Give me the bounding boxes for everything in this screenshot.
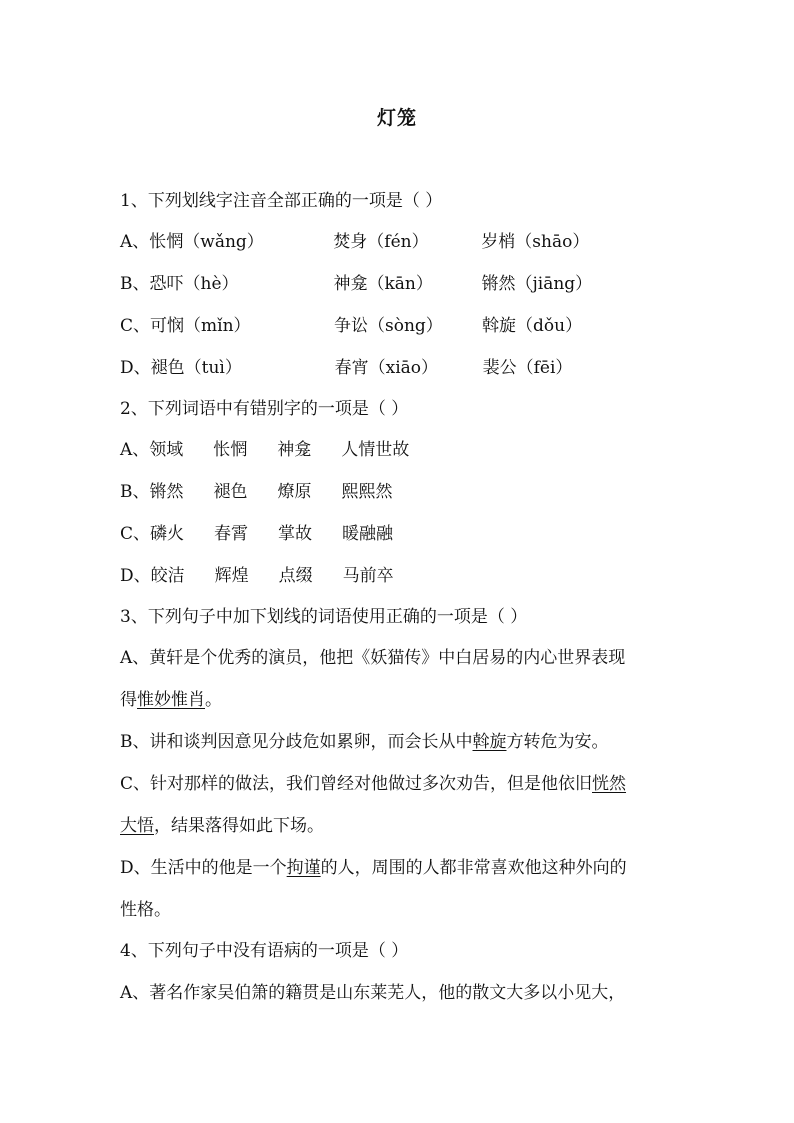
question-2-option-d [120,564,394,588]
question-3-option-a-line-2 [120,688,222,712]
option-item: 磷火 [150,524,185,544]
text-run: ，结果落得如此下场。 [154,816,324,836]
text-run: 的人，周围的人都非常喜欢他这种外向的 [320,858,627,878]
question-1-option-c [120,314,582,338]
option-item: 锵然 [149,482,184,502]
option-item: 春霄 [214,524,249,544]
option-item: 掌故 [278,524,313,544]
question-3-stem: 3、下列句子中加下划线的词语使用正确的一项是（ ） [120,607,528,627]
question-3-option-c-line-2 [120,814,324,838]
option-label: B、 [120,274,150,294]
option-item: 燎原 [277,482,312,502]
option-label: B、 [120,482,150,502]
question-2-option-c [120,522,393,546]
option-label: A、 [120,232,150,252]
question-1-option-a [120,230,589,254]
option-item: 褪色 [213,482,248,502]
question-1-option-d [120,356,572,380]
question-3-option-a-line-1: A、黄轩是个优秀的演员，他把《妖猫传》中白居易的内心世界表现 [120,648,626,668]
question-3-option-c-line-1 [120,772,626,796]
option-item: 马前卒 [342,566,394,586]
question-3-option-b [120,730,609,754]
text-run: B、讲和谈判因意见分歧危如累卵，而会长从中 [120,732,473,752]
option-item: 熙熙然 [341,482,393,502]
option-item: 可悯（mǐn） [150,316,251,336]
question-1-stem: 1、下列划线字注音全部正确的一项是（ ） [120,191,443,211]
underlined-term: 惟妙惟肖 [137,690,205,710]
page-title: 灯笼 [376,107,417,129]
option-item: 恐吓（hè） [149,274,239,294]
option-item: 领域 [149,440,184,460]
underlined-term: 拘谨 [286,858,321,878]
option-label: D、 [120,358,151,378]
option-item: 褪色（tuì） [150,358,242,378]
question-3-option-d-line-2: 性格。 [120,900,171,920]
option-item: 怅惘（wǎng） [149,232,264,252]
text-run: D、生活中的他是一个 [120,858,287,878]
underlined-term: 斡旋 [472,732,507,752]
question-3-option-d-line-1 [120,856,627,880]
text-run: 方转危为安。 [506,732,609,752]
option-item: 岁梢（shāo） [481,232,590,252]
question-2-stem: 2、下列词语中有错别字的一项是（ ） [120,399,409,419]
question-2-option-b [120,480,393,504]
question-4-stem: 4、下列句子中没有语病的一项是（ ） [120,941,409,961]
question-1-option-b [120,272,592,296]
option-label: D、 [120,566,151,586]
text-run: C、针对那样的做法，我们曾经对他做过多次劝告，但是他依旧 [120,774,593,794]
question-4-option-a-line-1: A、著名作家吴伯箫的籍贯是山东莱芜人，他的散文大多以小见大， [120,983,626,1003]
option-label: A、 [120,440,150,460]
option-item: 锵然（jiāng） [481,274,593,294]
option-item: 春宵（xiāo） [334,358,439,378]
option-item: 神龛 [277,440,312,460]
underlined-term: 恍然 [592,774,627,794]
text-run: 。 [205,690,222,710]
underlined-term: 大悟 [120,816,154,836]
option-item: 焚身（fén） [333,232,429,252]
option-label: C、 [120,316,151,336]
option-item: 辉煌 [214,566,249,586]
option-item: 怅惘 [213,440,248,460]
option-item: 斡旋（dǒu） [482,316,583,336]
option-item: 裴公（fēi） [482,358,573,378]
question-2-option-a [120,438,409,462]
option-item: 皎洁 [150,566,185,586]
option-label: C、 [120,524,151,544]
option-item: 争讼（sòng） [334,316,443,336]
text-run: 得 [120,690,137,710]
option-item: 人情世故 [341,440,410,460]
option-item: 神龛（kān） [333,274,433,294]
option-item: 点缀 [278,566,313,586]
option-item: 暖融融 [342,524,394,544]
